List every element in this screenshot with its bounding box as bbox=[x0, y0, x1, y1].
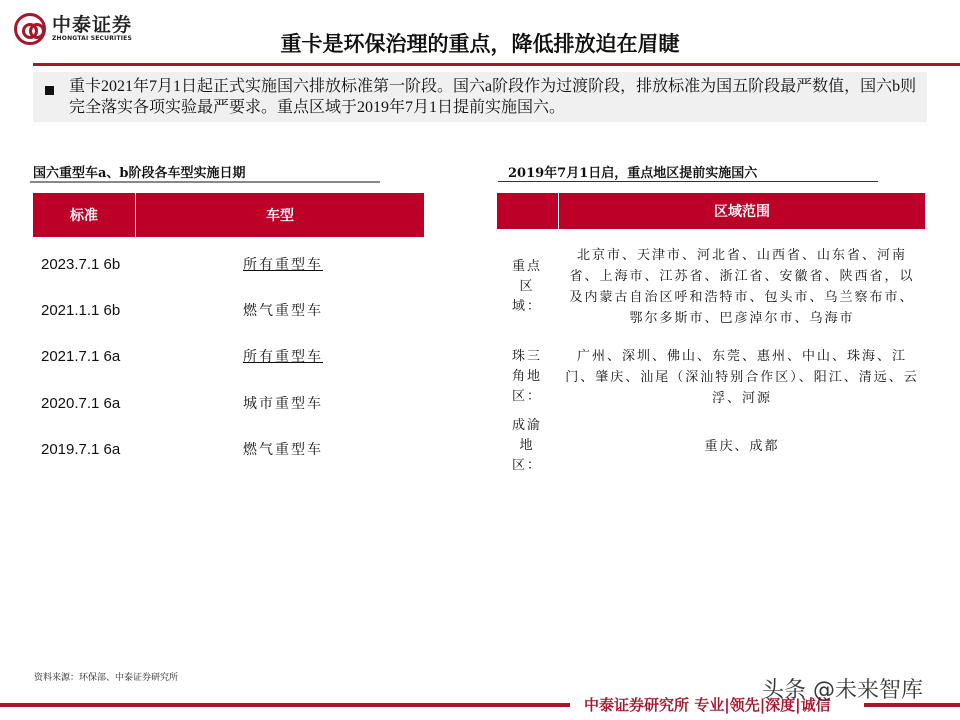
table-row bbox=[497, 418, 925, 473]
region-list: 重庆、成都 bbox=[704, 438, 780, 454]
table-row bbox=[33, 426, 423, 472]
region-label: 成渝地区： bbox=[511, 418, 542, 473]
standard-cell: 2019.7.1 6a bbox=[41, 440, 121, 458]
region-list: 广州、深圳、佛山、东莞、惠州、中山、珠海、江门、肇庆、汕尾（深汕特别合作区）、阳江、清远、云浮、河源 bbox=[565, 348, 919, 406]
vehicle-cell: 所有重型车 bbox=[243, 257, 323, 273]
square-bullet-icon bbox=[45, 86, 54, 95]
table-row bbox=[33, 333, 423, 379]
footer-slogan: 中泰证券研究所 专业|领先|深度|诚信 bbox=[580, 694, 835, 715]
region-label: 重点区域： bbox=[511, 259, 542, 314]
right-header-label bbox=[497, 193, 558, 229]
left-table-title: 国六重型车a、b阶段各车型实施日期 bbox=[33, 166, 246, 181]
left-header-standard: 标准 bbox=[33, 193, 135, 237]
left-header-vehicle: 车型 bbox=[136, 193, 424, 237]
logo-chinese-name: 中泰证券 bbox=[52, 14, 133, 36]
vehicle-cell: 城市重型车 bbox=[243, 396, 323, 412]
logo-english-name: ZHONGTAI SECURITIES bbox=[52, 35, 132, 42]
region-list: 北京市、天津市、河北省、山西省、山东省、河南省、上海市、江苏省、浙江省、安徽省、陕西省，以及内蒙古自治区呼和浩特市、包头市、乌兰察布市、鄂尔多斯市、巴彦淖尔市、乌海市 bbox=[569, 248, 915, 326]
watermark: 头条 @未来智库 bbox=[762, 678, 923, 703]
table-row bbox=[33, 287, 423, 333]
table-row bbox=[497, 345, 925, 409]
vehicle-cell: 所有重型车 bbox=[243, 349, 323, 365]
summary-text: 重卡2021年7月1日起正式实施国六排放标准第一阶段。国六a阶段作为过渡阶段，排放标准为国五阶段最严数值，国六b则完全落实各项实验最严要求。重点区域于2019年7月1日提前实施国六。 bbox=[69, 78, 917, 116]
right-header-region-scope: 区域范围 bbox=[559, 193, 925, 229]
standard-cell: 2021.7.1 6a bbox=[41, 347, 121, 365]
standard-cell: 2020.7.1 6a bbox=[41, 394, 121, 412]
vehicle-cell: 燃气重型车 bbox=[243, 303, 323, 319]
header-divider bbox=[33, 63, 960, 66]
vehicle-cell: 燃气重型车 bbox=[243, 442, 323, 458]
page-title: 重卡是环保治理的重点，降低排放迫在眉睫 bbox=[280, 31, 680, 56]
standard-cell: 2021.1.1 6b bbox=[41, 301, 121, 319]
summary-box bbox=[33, 72, 927, 122]
right-title-underline bbox=[498, 181, 878, 182]
table-row bbox=[497, 245, 925, 329]
footer-divider-left bbox=[0, 703, 570, 707]
table-row bbox=[33, 380, 423, 426]
standard-cell: 2023.7.1 6b bbox=[41, 255, 121, 273]
data-source-note: 资料来源：环保部、中泰证券研究所 bbox=[34, 673, 179, 683]
table-row bbox=[33, 241, 423, 287]
region-label: 珠三角地区： bbox=[511, 349, 542, 404]
left-title-underline bbox=[30, 181, 380, 183]
right-table-title: 2019年7月1日启，重点地区提前实施国六 bbox=[508, 166, 758, 181]
